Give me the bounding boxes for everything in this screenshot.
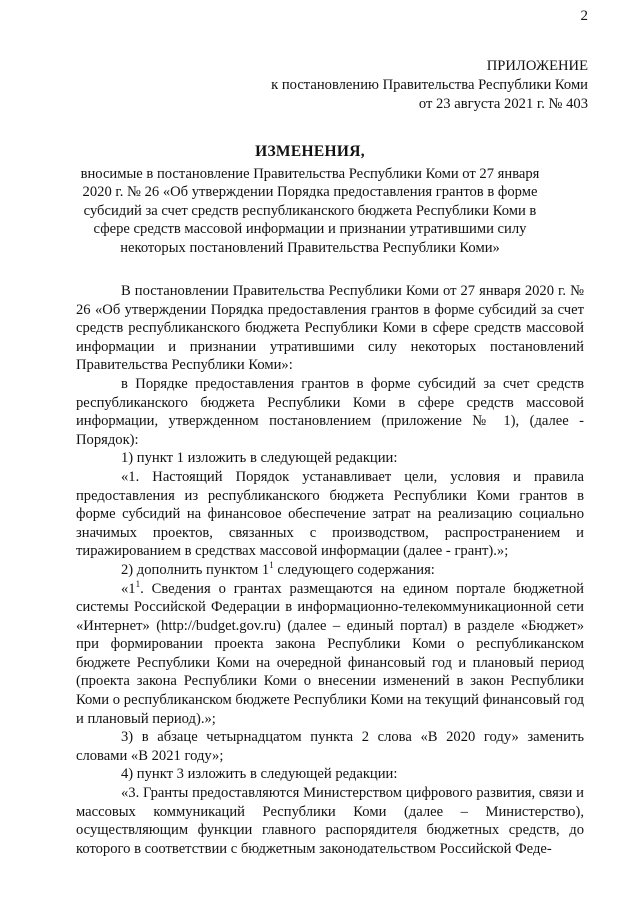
appendix-header	[271, 57, 588, 114]
superscript: 1	[135, 578, 141, 589]
document-body	[76, 282, 584, 858]
paragraph: в Порядке предоставления грантов в форме субсидий за счет средств республиканского бюджета Республики Коми в сфере средств массовой информации, утвержденном постановлением (приложение № 1), (далее - Порядок):	[76, 375, 584, 448]
paragraph: 1) пункт 1 изложить в следующей редакции:	[121, 450, 398, 467]
paragraph: 3) в абзаце четырнадцатом пункта 2 слова «В 2020 году» заменить словами «В 2021 году»;	[76, 729, 584, 764]
title-block	[80, 143, 540, 258]
paragraph-text: . Сведения о грантах размещаются на едином портале бюджетной системы Российской Федерации в информационно-телекоммуникационной сети «Интернет» (http://budget.gov.ru) (далее – единый портал) в разделе «Бюджет» при формировании проекта закона Республики Коми о республиканском бюджете Республики Коми на очередной финансовый год и плановый период (проекта закона Республики Коми о внесении изменений в закон Республики Коми о республиканском бюджете Республики Коми на текущий финансовый год и плановый период).»;	[76, 580, 584, 727]
document-heading: ИЗМЕНЕНИЯ,	[255, 143, 365, 160]
paragraph	[76, 580, 584, 729]
paragraph-text: следующего содержания:	[273, 561, 435, 578]
paragraph: «3. Гранты предоставляются Министерством цифрового развития, связи и массовых коммуникаций Республики Коми (далее – Министерство), осуществляющим функции главного распорядителя бюджетных средств, до которого в соответствии с бюджетным законодательством Российской Феде-	[76, 785, 584, 857]
appendix-label: ПРИЛОЖЕНИЕ	[486, 58, 588, 74]
paragraph: 4) пункт 3 изложить в следующей редакции:	[121, 766, 398, 783]
document-subtitle: вносимые в постановление Правительства Республики Коми от 27 января 2020 г. № 26 «Об утверждении Порядка предоставления грантов в форме субсидий за счет средств республиканского бюджета Республики Коми в сфере средств массовой информации и признании утратившими силу некоторых постановлений Правительства Республики Коми»	[80, 165, 540, 256]
page-number: 2	[580, 8, 588, 24]
appendix-reference: к постановлению Правительства Республики Коми	[271, 77, 588, 93]
paragraph-text: «1	[121, 580, 136, 597]
appendix-date: от 23 августа 2021 г. № 403	[418, 96, 588, 112]
paragraph	[76, 561, 584, 580]
paragraph: «1. Настоящий Порядок устанавливает цели, условия и правила предоставления из республиканского бюджета Республики Коми грантов в форме субсидий на финансовое обеспечение затрат на реализацию социально значимых проектов, связанных с производством, распространением и тиражированием в средствах массовой информации (далее - грант).»;	[76, 468, 584, 560]
paragraph: В постановлении Правительства Республики Коми от 27 января 2020 г. № 26 «Об утверждении Порядка предоставления грантов в форме субсидий за счет средств республиканского бюджета Республики Коми в сфере средств массовой информации и признании утратившими силу некоторых постановлений Правительства Республики Коми»:	[76, 283, 584, 374]
superscript: 1	[269, 560, 274, 571]
paragraph-text: 2) дополнить пунктом 1	[121, 561, 270, 578]
